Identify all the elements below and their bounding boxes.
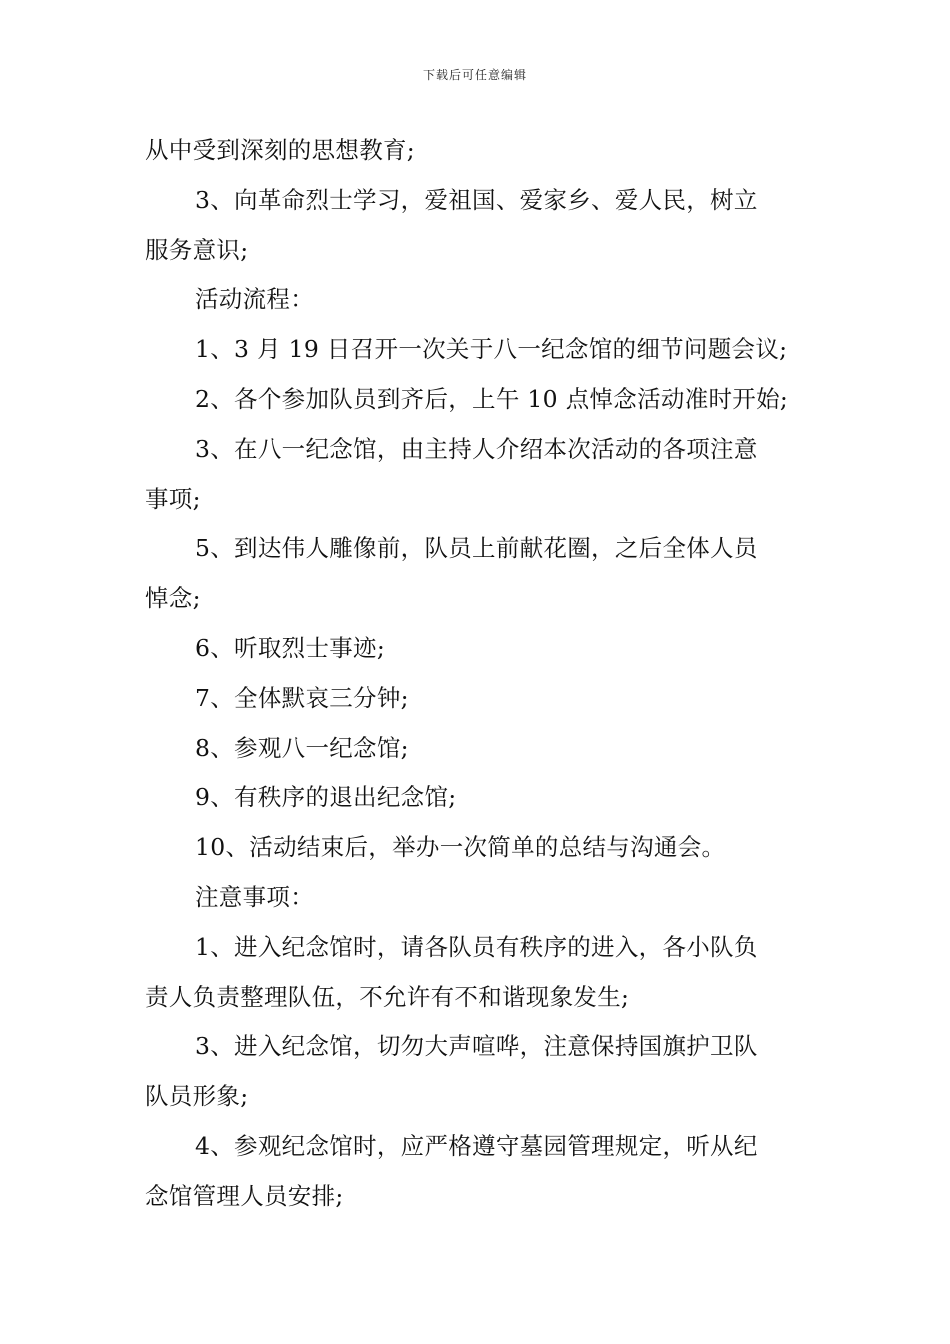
- text-line: 责人负责整理队伍，不允许有不和谐现象发生;: [145, 982, 630, 1011]
- document-body: [145, 126, 810, 1222]
- section-heading-notes: 注意事项：: [195, 882, 314, 911]
- text-line: 7、全体默哀三分钟;: [195, 683, 409, 712]
- text-line: 2、各个参加队员到齐后，上午 10 点悼念活动准时开始;: [195, 384, 789, 413]
- text-line: 队员形象;: [145, 1082, 249, 1111]
- text-line: 1、进入纪念馆时，请各队员有秩序的进入，各小队负: [195, 932, 758, 961]
- text-line: 10、活动结束后，举办一次简单的总结与沟通会。: [195, 833, 726, 862]
- text-line: 5、到达伟人雕像前，队员上前献花圈，之后全体人员: [195, 534, 758, 563]
- text-line: 9、有秩序的退出纪念馆;: [195, 783, 457, 812]
- text-line: 3、在八一纪念馆，由主持人介绍本次活动的各项注意: [195, 434, 758, 463]
- text-line: 8、参观八一纪念馆;: [195, 733, 409, 762]
- text-line: 事项;: [145, 484, 201, 513]
- section-heading-activity-flow: 活动流程：: [195, 285, 314, 314]
- text-line: 3、进入纪念馆，切勿大声喧哗，注意保持国旗护卫队: [195, 1032, 758, 1061]
- text-line: 6、听取烈士事迹;: [195, 633, 386, 662]
- page-header-caption: 下载后可任意编辑: [422, 68, 527, 82]
- text-line: 悼念;: [145, 584, 201, 613]
- text-line: 服务意识;: [145, 235, 249, 264]
- text-line: 1、3 月 19 日召开一次关于八一纪念馆的细节问题会议;: [195, 335, 788, 364]
- text-line: 3、向革命烈士学习，爱祖国、爱家乡、爱人民，树立: [195, 185, 758, 214]
- text-line: 念馆管理人员安排;: [145, 1181, 344, 1210]
- text-line: 从中受到深刻的思想教育;: [145, 136, 416, 164]
- text-line: 4、参观纪念馆时，应严格遵守墓园管理规定，听从纪: [195, 1131, 758, 1160]
